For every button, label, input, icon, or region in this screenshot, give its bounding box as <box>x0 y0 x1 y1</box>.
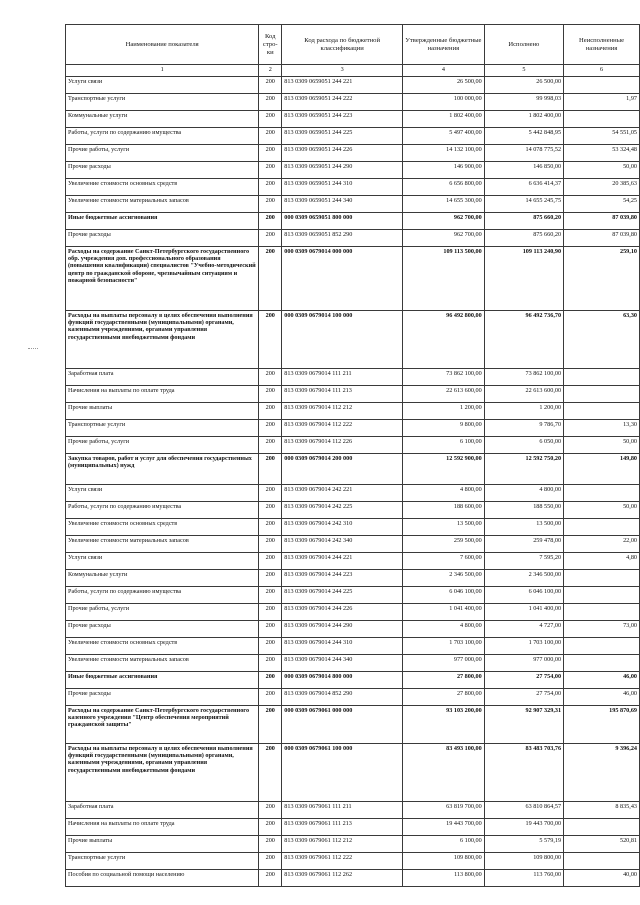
row-kbk-cell: 000 0309 0679014 000 000 <box>282 247 403 311</box>
row-kbk-cell: 813 0309 0679014 244 290 <box>282 621 403 638</box>
row-approved-cell: 2 346 500,00 <box>403 570 485 587</box>
table-row <box>66 621 640 638</box>
table-row <box>66 802 640 819</box>
table-row <box>66 420 640 437</box>
row-approved-cell: 1 041 400,00 <box>403 604 485 621</box>
row-approved-cell: 63 819 700,00 <box>403 802 485 819</box>
row-kbk-cell: 813 0309 0679014 111 211 <box>282 369 403 386</box>
row-executed-cell: 1 703 100,00 <box>484 638 563 655</box>
row-unexecuted-cell <box>564 77 640 94</box>
row-code-cell: 200 <box>259 570 282 587</box>
row-unexecuted-cell <box>564 111 640 128</box>
row-kbk-cell: 813 0309 0679061 112 222 <box>282 853 403 870</box>
row-code-cell: 200 <box>259 587 282 604</box>
row-code-cell: 200 <box>259 853 282 870</box>
row-executed-cell: 27 754,00 <box>484 672 563 689</box>
row-name-cell: Работы, услуги по содержанию имущества <box>66 587 259 604</box>
row-executed-cell: 7 595,20 <box>484 553 563 570</box>
row-code-cell: 200 <box>259 311 282 369</box>
row-approved-cell: 977 000,00 <box>403 655 485 672</box>
row-name-cell: Коммунальные услуги <box>66 570 259 587</box>
row-unexecuted-cell: 54,25 <box>564 196 640 213</box>
row-code-cell: 200 <box>259 744 282 802</box>
row-executed-cell: 22 613 600,00 <box>484 386 563 403</box>
row-kbk-cell: 813 0309 0679014 112 226 <box>282 437 403 454</box>
row-unexecuted-cell <box>564 604 640 621</box>
row-code-cell: 200 <box>259 553 282 570</box>
row-name-cell: Транспортные услуги <box>66 853 259 870</box>
row-approved-cell: 962 700,00 <box>403 230 485 247</box>
table-row <box>66 145 640 162</box>
table-row <box>66 604 640 621</box>
row-executed-cell: 259 478,00 <box>484 536 563 553</box>
row-code-cell: 200 <box>259 437 282 454</box>
row-name-cell: Иные бюджетные ассигнования <box>66 213 259 230</box>
row-approved-cell: 113 800,00 <box>403 870 485 887</box>
table-row <box>66 111 640 128</box>
row-name-cell: Коммунальные услуги <box>66 111 259 128</box>
row-unexecuted-cell <box>564 587 640 604</box>
row-unexecuted-cell: 87 039,80 <box>564 230 640 247</box>
row-name-cell: Увеличение стоимости материальных запасов <box>66 655 259 672</box>
header-executed: Исполнено <box>484 25 563 65</box>
row-unexecuted-cell: 520,81 <box>564 836 640 853</box>
row-unexecuted-cell: 22,00 <box>564 536 640 553</box>
table-row <box>66 311 640 369</box>
row-executed-cell: 12 592 750,20 <box>484 454 563 485</box>
row-name-cell: Начисления на выплаты по оплате труда <box>66 386 259 403</box>
row-code-cell: 200 <box>259 145 282 162</box>
row-executed-cell: 83 483 703,76 <box>484 744 563 802</box>
row-approved-cell: 6 656 800,00 <box>403 179 485 196</box>
row-unexecuted-cell: 73,00 <box>564 621 640 638</box>
row-kbk-cell: 813 0309 0659051 244 223 <box>282 111 403 128</box>
table-row <box>66 638 640 655</box>
row-kbk-cell: 813 0309 0679014 244 221 <box>282 553 403 570</box>
row-executed-cell: 6 046 100,00 <box>484 587 563 604</box>
row-code-cell: 200 <box>259 638 282 655</box>
row-approved-cell: 27 800,00 <box>403 672 485 689</box>
row-approved-cell: 93 103 200,00 <box>403 706 485 744</box>
row-kbk-cell: 813 0309 0659051 244 340 <box>282 196 403 213</box>
row-approved-cell: 14 655 300,00 <box>403 196 485 213</box>
table-row <box>66 230 640 247</box>
row-name-cell: Прочие выплаты <box>66 403 259 420</box>
row-executed-cell: 4 800,00 <box>484 485 563 502</box>
row-kbk-cell: 813 0309 0659051 852 290 <box>282 230 403 247</box>
row-kbk-cell: 813 0309 0679014 112 212 <box>282 403 403 420</box>
row-executed-cell: 27 754,00 <box>484 689 563 706</box>
row-executed-cell: 96 492 736,70 <box>484 311 563 369</box>
row-executed-cell: 19 443 700,00 <box>484 819 563 836</box>
row-code-cell: 200 <box>259 870 282 887</box>
row-approved-cell: 109 113 500,00 <box>403 247 485 311</box>
row-unexecuted-cell: 87 039,80 <box>564 213 640 230</box>
table-body <box>66 77 640 887</box>
row-name-cell: Увеличение стоимости основных средств <box>66 519 259 536</box>
row-unexecuted-cell <box>564 386 640 403</box>
report-sheet <box>65 24 640 887</box>
row-unexecuted-cell: 20 385,63 <box>564 179 640 196</box>
row-unexecuted-cell <box>564 403 640 420</box>
row-code-cell: 200 <box>259 519 282 536</box>
row-executed-cell: 63 810 864,57 <box>484 802 563 819</box>
row-approved-cell: 1 802 400,00 <box>403 111 485 128</box>
table-row <box>66 519 640 536</box>
row-name-cell: Транспортные услуги <box>66 94 259 111</box>
table-row <box>66 179 640 196</box>
row-unexecuted-cell <box>564 638 640 655</box>
row-code-cell: 200 <box>259 77 282 94</box>
column-number: 2 <box>259 65 282 77</box>
row-kbk-cell: 813 0309 0679014 111 213 <box>282 386 403 403</box>
row-approved-cell: 14 132 100,00 <box>403 145 485 162</box>
row-name-cell: Услуги связи <box>66 485 259 502</box>
table-row <box>66 587 640 604</box>
row-approved-cell: 19 443 700,00 <box>403 819 485 836</box>
row-kbk-cell: 813 0309 0679014 242 310 <box>282 519 403 536</box>
row-code-cell: 200 <box>259 655 282 672</box>
row-approved-cell: 22 613 600,00 <box>403 386 485 403</box>
table-row <box>66 744 640 802</box>
row-approved-cell: 188 600,00 <box>403 502 485 519</box>
column-number: 5 <box>484 65 563 77</box>
row-name-cell: Прочие расходы <box>66 230 259 247</box>
column-number: 4 <box>403 65 485 77</box>
row-code-cell: 200 <box>259 369 282 386</box>
row-code-cell: 200 <box>259 179 282 196</box>
row-approved-cell: 259 500,00 <box>403 536 485 553</box>
table-row <box>66 536 640 553</box>
row-unexecuted-cell: 46,00 <box>564 672 640 689</box>
table-row <box>66 672 640 689</box>
row-name-cell: Заработная плата <box>66 802 259 819</box>
column-number: 6 <box>564 65 640 77</box>
row-unexecuted-cell: 50,00 <box>564 437 640 454</box>
row-kbk-cell: 813 0309 0659051 244 221 <box>282 77 403 94</box>
row-executed-cell: 92 907 329,31 <box>484 706 563 744</box>
row-kbk-cell: 000 0309 0659051 800 000 <box>282 213 403 230</box>
row-code-cell: 200 <box>259 836 282 853</box>
table-row <box>66 689 640 706</box>
row-executed-cell: 26 500,00 <box>484 77 563 94</box>
margin-mark <box>28 348 38 349</box>
row-approved-cell: 83 493 100,00 <box>403 744 485 802</box>
row-approved-cell: 109 800,00 <box>403 853 485 870</box>
row-unexecuted-cell <box>564 819 640 836</box>
row-kbk-cell: 000 0309 0679014 100 000 <box>282 311 403 369</box>
expenditure-table <box>65 24 640 887</box>
row-executed-cell: 6 050,00 <box>484 437 563 454</box>
row-executed-cell: 14 078 775,52 <box>484 145 563 162</box>
row-unexecuted-cell: 50,00 <box>564 502 640 519</box>
row-approved-cell: 26 500,00 <box>403 77 485 94</box>
row-code-cell: 200 <box>259 604 282 621</box>
row-unexecuted-cell: 54 551,05 <box>564 128 640 145</box>
table-row <box>66 162 640 179</box>
row-code-cell: 200 <box>259 213 282 230</box>
table-row <box>66 386 640 403</box>
row-name-cell: Прочие расходы <box>66 162 259 179</box>
table-row <box>66 836 640 853</box>
row-kbk-cell: 813 0309 0659051 244 222 <box>282 94 403 111</box>
row-unexecuted-cell: 13,30 <box>564 420 640 437</box>
table-row <box>66 454 640 485</box>
row-code-cell: 200 <box>259 196 282 213</box>
table-row <box>66 196 640 213</box>
header-name: Наименование показателя <box>66 25 259 65</box>
row-name-cell: Расходы на содержание Санкт-Петербургского государственного казенного учреждения "Центр обеспечения мероприятий гражданской защиты" <box>66 706 259 744</box>
row-name-cell: Прочие работы, услуги <box>66 437 259 454</box>
row-executed-cell: 977 000,00 <box>484 655 563 672</box>
table-row <box>66 437 640 454</box>
row-name-cell: Заработная плата <box>66 369 259 386</box>
row-kbk-cell: 813 0309 0659051 244 226 <box>282 145 403 162</box>
row-kbk-cell: 813 0309 0679061 112 262 <box>282 870 403 887</box>
row-name-cell: Транспортные услуги <box>66 420 259 437</box>
row-executed-cell: 13 500,00 <box>484 519 563 536</box>
row-unexecuted-cell: 46,00 <box>564 689 640 706</box>
row-code-cell: 200 <box>259 94 282 111</box>
row-unexecuted-cell <box>564 655 640 672</box>
row-executed-cell: 6 636 414,37 <box>484 179 563 196</box>
row-kbk-cell: 813 0309 0679014 242 221 <box>282 485 403 502</box>
header-code: Код стро- ки <box>259 25 282 65</box>
row-code-cell: 200 <box>259 672 282 689</box>
row-code-cell: 200 <box>259 621 282 638</box>
row-name-cell: Прочие работы, услуги <box>66 604 259 621</box>
table-row <box>66 247 640 311</box>
row-kbk-cell: 813 0309 0659051 244 225 <box>282 128 403 145</box>
row-unexecuted-cell <box>564 519 640 536</box>
row-code-cell: 200 <box>259 247 282 311</box>
row-kbk-cell: 813 0309 0679014 244 226 <box>282 604 403 621</box>
row-name-cell: Работы, услуги по содержанию имущества <box>66 502 259 519</box>
row-code-cell: 200 <box>259 706 282 744</box>
row-unexecuted-cell: 53 324,48 <box>564 145 640 162</box>
row-kbk-cell: 813 0309 0679014 244 223 <box>282 570 403 587</box>
row-unexecuted-cell: 50,00 <box>564 162 640 179</box>
table-row <box>66 853 640 870</box>
row-name-cell: Увеличение стоимости основных средств <box>66 179 259 196</box>
row-unexecuted-cell <box>564 369 640 386</box>
row-code-cell: 200 <box>259 502 282 519</box>
row-executed-cell: 875 660,20 <box>484 230 563 247</box>
row-name-cell: Прочие расходы <box>66 689 259 706</box>
row-name-cell: Расходы на выплаты персоналу в целях обеспечения выполнения функций государственными (муниципальными) органами, казенными учреждениями, органами управления государственными внебюджетными фондами <box>66 744 259 802</box>
table-row <box>66 403 640 420</box>
row-executed-cell: 9 786,70 <box>484 420 563 437</box>
row-executed-cell: 5 442 848,95 <box>484 128 563 145</box>
row-code-cell: 200 <box>259 403 282 420</box>
row-code-cell: 200 <box>259 162 282 179</box>
table-row <box>66 655 640 672</box>
row-code-cell: 200 <box>259 454 282 485</box>
row-executed-cell: 109 113 240,90 <box>484 247 563 311</box>
row-name-cell: Прочие выплаты <box>66 836 259 853</box>
row-executed-cell: 14 655 245,75 <box>484 196 563 213</box>
row-name-cell: Закупка товаров, работ и услуг для обеспечения государственных (муниципальных) нужд <box>66 454 259 485</box>
row-approved-cell: 6 046 100,00 <box>403 587 485 604</box>
row-executed-cell: 5 579,19 <box>484 836 563 853</box>
table-row <box>66 369 640 386</box>
table-row <box>66 819 640 836</box>
row-kbk-cell: 000 0309 0679061 000 000 <box>282 706 403 744</box>
row-executed-cell: 1 041 400,00 <box>484 604 563 621</box>
table-row <box>66 485 640 502</box>
row-executed-cell: 109 800,00 <box>484 853 563 870</box>
header-approved: Утвержденные бюджетные назначения <box>403 25 485 65</box>
row-unexecuted-cell: 195 870,69 <box>564 706 640 744</box>
row-code-cell: 200 <box>259 802 282 819</box>
row-kbk-cell: 813 0309 0679014 244 225 <box>282 587 403 604</box>
row-name-cell: Иные бюджетные ассигнования <box>66 672 259 689</box>
row-name-cell: Работы, услуги по содержанию имущества <box>66 128 259 145</box>
row-name-cell: Начисления на выплаты по оплате труда <box>66 819 259 836</box>
row-kbk-cell: 813 0309 0679014 244 310 <box>282 638 403 655</box>
row-code-cell: 200 <box>259 420 282 437</box>
row-approved-cell: 6 100,00 <box>403 836 485 853</box>
row-kbk-cell: 813 0309 0679014 242 340 <box>282 536 403 553</box>
row-executed-cell: 4 727,00 <box>484 621 563 638</box>
row-code-cell: 200 <box>259 819 282 836</box>
row-name-cell: Прочие работы, услуги <box>66 145 259 162</box>
row-unexecuted-cell: 4,80 <box>564 553 640 570</box>
row-unexecuted-cell: 149,80 <box>564 454 640 485</box>
table-row <box>66 94 640 111</box>
row-code-cell: 200 <box>259 111 282 128</box>
row-name-cell: Расходы на содержание Санкт-Петербургского государственного обр. учреждения доп. профессионального образования (повышения квалификации) специалистов "Учебно-методический центр по гражданской обороне, чрезвычайным ситуациям и пожарной безопасности" <box>66 247 259 311</box>
row-approved-cell: 962 700,00 <box>403 213 485 230</box>
table-row <box>66 128 640 145</box>
table-row <box>66 213 640 230</box>
row-kbk-cell: 813 0309 0679061 112 212 <box>282 836 403 853</box>
column-number: 1 <box>66 65 259 77</box>
row-executed-cell: 146 850,00 <box>484 162 563 179</box>
row-code-cell: 200 <box>259 230 282 247</box>
row-name-cell: Пособия по социальной помощи населению <box>66 870 259 887</box>
table-row <box>66 77 640 94</box>
row-unexecuted-cell: 259,10 <box>564 247 640 311</box>
row-kbk-cell: 000 0309 0679014 800 000 <box>282 672 403 689</box>
row-kbk-cell: 813 0309 0659051 244 290 <box>282 162 403 179</box>
header-kbk: Код расхода по бюджетной классификации <box>282 25 403 65</box>
row-approved-cell: 1 703 100,00 <box>403 638 485 655</box>
row-executed-cell: 113 760,00 <box>484 870 563 887</box>
row-name-cell: Расходы на выплаты персоналу в целях обеспечения выполнения функций государственными (муниципальными) органами, казенными учреждениями, органами управления государственными внебюджетными фондами <box>66 311 259 369</box>
row-executed-cell: 1 802 400,00 <box>484 111 563 128</box>
row-approved-cell: 13 500,00 <box>403 519 485 536</box>
row-name-cell: Услуги связи <box>66 553 259 570</box>
row-approved-cell: 100 000,00 <box>403 94 485 111</box>
table-row <box>66 570 640 587</box>
row-unexecuted-cell: 8 835,43 <box>564 802 640 819</box>
row-kbk-cell: 813 0309 0679014 852 290 <box>282 689 403 706</box>
row-unexecuted-cell: 1,97 <box>564 94 640 111</box>
row-name-cell: Увеличение стоимости материальных запасов <box>66 196 259 213</box>
column-number: 3 <box>282 65 403 77</box>
row-approved-cell: 9 800,00 <box>403 420 485 437</box>
row-name-cell: Увеличение стоимости материальных запасов <box>66 536 259 553</box>
row-approved-cell: 73 862 100,00 <box>403 369 485 386</box>
row-unexecuted-cell <box>564 853 640 870</box>
row-executed-cell: 73 862 100,00 <box>484 369 563 386</box>
row-kbk-cell: 813 0309 0679014 242 225 <box>282 502 403 519</box>
row-executed-cell: 1 200,00 <box>484 403 563 420</box>
row-approved-cell: 4 800,00 <box>403 621 485 638</box>
row-kbk-cell: 813 0309 0659051 244 310 <box>282 179 403 196</box>
table-row <box>66 870 640 887</box>
row-kbk-cell: 000 0309 0679061 100 000 <box>282 744 403 802</box>
row-code-cell: 200 <box>259 386 282 403</box>
row-kbk-cell: 813 0309 0679061 111 211 <box>282 802 403 819</box>
row-code-cell: 200 <box>259 128 282 145</box>
row-approved-cell: 5 497 400,00 <box>403 128 485 145</box>
row-executed-cell: 99 998,03 <box>484 94 563 111</box>
row-kbk-cell: 000 0309 0679014 200 000 <box>282 454 403 485</box>
header-row <box>66 25 640 65</box>
row-kbk-cell: 813 0309 0679014 244 340 <box>282 655 403 672</box>
row-approved-cell: 7 600,00 <box>403 553 485 570</box>
table-row <box>66 502 640 519</box>
row-name-cell: Прочие расходы <box>66 621 259 638</box>
table-row <box>66 706 640 744</box>
row-unexecuted-cell <box>564 570 640 587</box>
row-unexecuted-cell <box>564 485 640 502</box>
row-executed-cell: 875 660,20 <box>484 213 563 230</box>
row-approved-cell: 96 492 800,00 <box>403 311 485 369</box>
row-executed-cell: 2 346 500,00 <box>484 570 563 587</box>
row-code-cell: 200 <box>259 536 282 553</box>
row-unexecuted-cell: 40,00 <box>564 870 640 887</box>
row-approved-cell: 146 900,00 <box>403 162 485 179</box>
row-approved-cell: 1 200,00 <box>403 403 485 420</box>
row-approved-cell: 6 100,00 <box>403 437 485 454</box>
table-row <box>66 553 640 570</box>
header-unexecuted: Неисполненные назначения <box>564 25 640 65</box>
row-unexecuted-cell: 9 396,24 <box>564 744 640 802</box>
row-name-cell: Услуги связи <box>66 77 259 94</box>
row-kbk-cell: 813 0309 0679061 111 213 <box>282 819 403 836</box>
row-approved-cell: 12 592 900,00 <box>403 454 485 485</box>
row-executed-cell: 188 550,00 <box>484 502 563 519</box>
row-approved-cell: 4 800,00 <box>403 485 485 502</box>
row-code-cell: 200 <box>259 485 282 502</box>
row-name-cell: Увеличение стоимости основных средств <box>66 638 259 655</box>
row-kbk-cell: 813 0309 0679014 112 222 <box>282 420 403 437</box>
row-unexecuted-cell: 63,30 <box>564 311 640 369</box>
row-code-cell: 200 <box>259 689 282 706</box>
column-number-row <box>66 65 640 77</box>
row-approved-cell: 27 800,00 <box>403 689 485 706</box>
